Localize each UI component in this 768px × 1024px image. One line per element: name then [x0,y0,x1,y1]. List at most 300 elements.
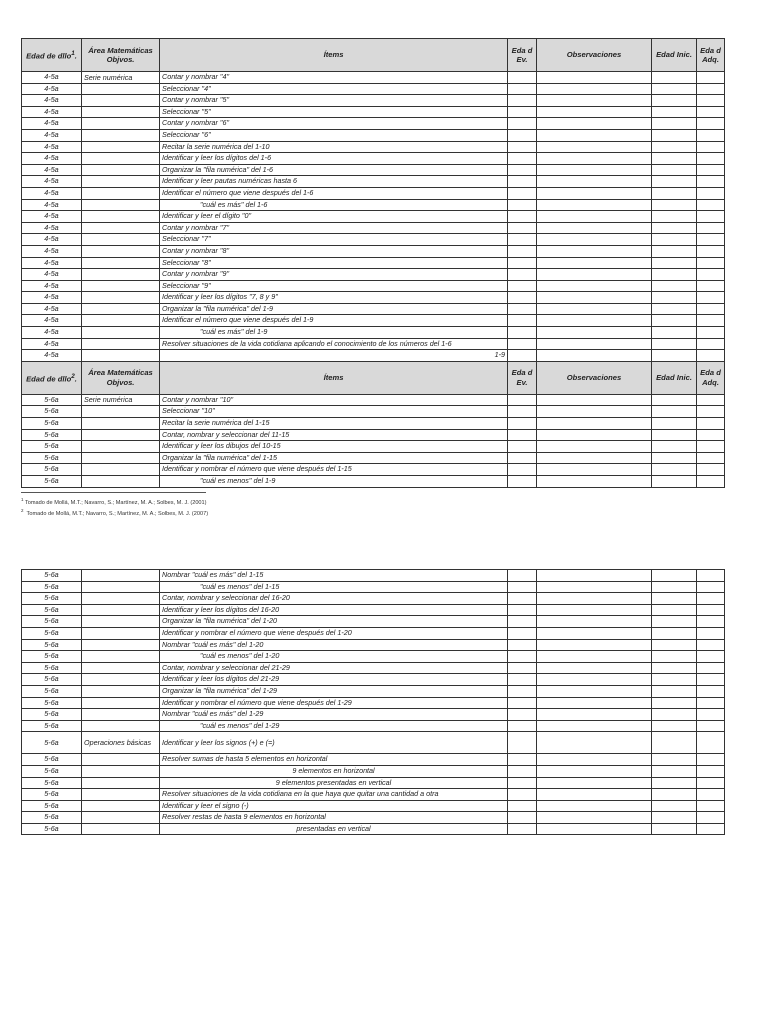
age-cell: 5-6a [22,812,82,824]
edad-adq-cell [697,812,725,824]
edad-adq-cell [697,118,725,130]
edad-adq-cell [697,269,725,281]
observaciones-cell [537,394,652,406]
age-cell: 4-5a [22,141,82,153]
area-cell [82,292,160,304]
edad-adq-cell [697,581,725,593]
age-cell: 5-6a [22,406,82,418]
observaciones-cell [537,327,652,339]
observaciones-cell [537,418,652,430]
table-row [22,476,725,488]
edad-inic-cell [652,338,697,350]
edad-adq-cell [697,164,725,176]
item-cell: Organizar la "fila numérica" del 1-20 [160,616,508,628]
item-cell: Contar y nombrar "10" [160,394,508,406]
header-items: Ítems [160,361,508,394]
edad-inic-cell [652,789,697,801]
edad-ev-cell [508,429,537,441]
edad-adq-cell [697,464,725,476]
area-cell [82,441,160,453]
table-row [22,211,725,223]
age-cell: 4-5a [22,83,82,95]
item-cell: Seleccionar "10" [160,406,508,418]
table-row [22,627,725,639]
observaciones-cell [537,639,652,651]
edad-inic-cell [652,662,697,674]
edad-adq-cell [697,789,725,801]
age-cell: 4-5a [22,292,82,304]
age-cell: 5-6a [22,685,82,697]
age-cell: 5-6a [22,823,82,835]
table-row [22,418,725,430]
edad-ev-cell [508,211,537,223]
edad-adq-cell [697,106,725,118]
item-cell: Contar y nombrar "9" [160,269,508,281]
table-row [22,452,725,464]
edad-inic-cell [652,280,697,292]
item-cell: Contar y nombrar "4" [160,72,508,84]
area-cell [82,789,160,801]
edad-inic-cell [652,292,697,304]
edad-adq-cell [697,292,725,304]
edad-adq-cell [697,616,725,628]
header-edad-adq: Eda d Adq. [697,39,725,72]
edad-adq-cell [697,604,725,616]
age-cell: 5-6a [22,697,82,709]
item-cell: Identificar el número que viene después del 1-9 [160,315,508,327]
table-row [22,570,725,582]
area-cell [82,164,160,176]
edad-ev-cell [508,176,537,188]
observaciones-cell [537,627,652,639]
edad-ev-cell [508,662,537,674]
assessment-table-page1 [21,38,725,488]
area-cell [82,685,160,697]
area-cell [82,315,160,327]
edad-adq-cell [697,234,725,246]
item-cell: Identificar y leer los dígitos del 1-6 [160,153,508,165]
item-cell: Identificar y leer los dígitos del 21-29 [160,674,508,686]
table-row [22,315,725,327]
table-row [22,269,725,281]
item-cell: Contar y nombrar "8" [160,245,508,257]
observaciones-cell [537,406,652,418]
edad-adq-cell [697,406,725,418]
age-cell: 4-5a [22,327,82,339]
area-cell [82,257,160,269]
area-cell [82,141,160,153]
edad-adq-cell [697,800,725,812]
edad-ev-cell [508,593,537,605]
age-cell: 5-6a [22,452,82,464]
age-cell: 5-6a [22,800,82,812]
assessment-table-page2 [21,569,725,835]
edad-ev-cell [508,812,537,824]
age-cell: 4-5a [22,269,82,281]
age-cell: 4-5a [22,222,82,234]
age-cell: 4-5a [22,106,82,118]
observaciones-cell [537,662,652,674]
table-row [22,394,725,406]
item-cell: Resolver situaciones de la vida cotidiana aplicando el conocimiento de los números del 1-6 [160,338,508,350]
edad-ev-cell [508,581,537,593]
age-cell: 5-6a [22,732,82,754]
table-row [22,765,725,777]
area-cell [82,765,160,777]
observaciones-cell [537,118,652,130]
edad-adq-cell [697,662,725,674]
age-cell: 4-5a [22,211,82,223]
age-cell: 4-5a [22,164,82,176]
edad-adq-cell [697,83,725,95]
table-row [22,720,725,732]
observaciones-cell [537,141,652,153]
table-row [22,222,725,234]
edad-adq-cell [697,303,725,315]
edad-inic-cell [652,72,697,84]
area-cell [82,350,160,362]
header-observaciones: Observaciones [537,361,652,394]
observaciones-cell [537,616,652,628]
observaciones-cell [537,303,652,315]
observaciones-cell [537,83,652,95]
edad-ev-cell [508,245,537,257]
edad-adq-cell [697,394,725,406]
edad-ev-cell [508,118,537,130]
observaciones-cell [537,280,652,292]
observaciones-cell [537,72,652,84]
edad-ev-cell [508,789,537,801]
item-cell: 9 elementos presentadas en vertical [160,777,508,789]
edad-ev-cell [508,222,537,234]
header-area: Área Matemáticas Objvos. [82,361,160,394]
edad-adq-cell [697,685,725,697]
observaciones-cell [537,187,652,199]
edad-adq-cell [697,627,725,639]
table-row [22,327,725,339]
age-cell: 5-6a [22,418,82,430]
area-cell [82,777,160,789]
table-row [22,176,725,188]
table-row [22,245,725,257]
edad-inic-cell [652,709,697,721]
area-cell: Serie numérica [82,394,160,406]
item-cell: Seleccionar "9" [160,280,508,292]
edad-inic-cell [652,118,697,130]
area-cell [82,812,160,824]
item-cell: Seleccionar "5" [160,106,508,118]
area-cell [82,199,160,211]
table-row [22,199,725,211]
age-cell: 5-6a [22,570,82,582]
edad-adq-cell [697,732,725,754]
area-cell [82,95,160,107]
table-row [22,639,725,651]
area-cell [82,83,160,95]
edad-adq-cell [697,211,725,223]
observaciones-cell [537,754,652,766]
edad-adq-cell [697,72,725,84]
edad-adq-cell [697,245,725,257]
edad-inic-cell [652,164,697,176]
observaciones-cell [537,222,652,234]
edad-inic-cell [652,452,697,464]
edad-inic-cell [652,315,697,327]
item-cell: "cuál es menos" del 1-9 [160,476,508,488]
observaciones-cell [537,777,652,789]
item-cell: Contar y nombrar "6" [160,118,508,130]
edad-inic-cell [652,269,697,281]
table-row [22,732,725,754]
area-cell [82,697,160,709]
edad-inic-cell [652,350,697,362]
area-cell [82,720,160,732]
table-row [22,651,725,663]
edad-inic-cell [652,812,697,824]
edad-inic-cell [652,199,697,211]
header-row [22,39,725,72]
age-cell: 4-5a [22,153,82,165]
item-cell: "cuál es más" del 1-6 [160,199,508,211]
edad-ev-cell [508,350,537,362]
edad-ev-cell [508,106,537,118]
edad-inic-cell [652,720,697,732]
area-cell [82,418,160,430]
observaciones-cell [537,245,652,257]
header-edad-ev: Eda d Ev. [508,39,537,72]
area-cell [82,153,160,165]
observaciones-cell [537,651,652,663]
item-cell: Identificar y nombrar el número que viene después del 1-20 [160,627,508,639]
age-cell: 5-6a [22,593,82,605]
item-cell: Seleccionar "6" [160,129,508,141]
observaciones-cell [537,789,652,801]
age-cell: 5-6a [22,581,82,593]
observaciones-cell [537,441,652,453]
table-row [22,581,725,593]
edad-adq-cell [697,176,725,188]
edad-inic-cell [652,257,697,269]
header-edad-adq: Eda d Adq. [697,361,725,394]
age-cell: 4-5a [22,199,82,211]
edad-ev-cell [508,709,537,721]
area-cell [82,222,160,234]
edad-inic-cell [652,674,697,686]
edad-ev-cell [508,129,537,141]
area-cell [82,800,160,812]
observaciones-cell [537,315,652,327]
edad-ev-cell [508,464,537,476]
item-cell: Organizar la "fila numérica" del 1-6 [160,164,508,176]
edad-inic-cell [652,639,697,651]
edad-adq-cell [697,95,725,107]
item-cell: Recitar la serie numérica del 1-10 [160,141,508,153]
table-row [22,406,725,418]
edad-adq-cell [697,315,725,327]
observaciones-cell [537,257,652,269]
edad-ev-cell [508,697,537,709]
area-cell [82,176,160,188]
area-cell [82,211,160,223]
edad-adq-cell [697,452,725,464]
edad-ev-cell [508,570,537,582]
edad-adq-cell [697,777,725,789]
edad-adq-cell [697,570,725,582]
table-row [22,823,725,835]
age-cell: 5-6a [22,709,82,721]
edad-ev-cell [508,685,537,697]
area-cell [82,429,160,441]
table-row [22,153,725,165]
age-cell: 5-6a [22,777,82,789]
edad-ev-cell [508,476,537,488]
edad-ev-cell [508,292,537,304]
table-row [22,164,725,176]
edad-inic-cell [652,406,697,418]
area-cell [82,464,160,476]
age-cell: 5-6a [22,441,82,453]
table-row [22,593,725,605]
item-cell: Seleccionar "4" [160,83,508,95]
item-cell: 1-9 [160,350,508,362]
item-cell: Contar y nombrar "7" [160,222,508,234]
table-row [22,292,725,304]
edad-inic-cell [652,222,697,234]
edad-ev-cell [508,406,537,418]
edad-inic-cell [652,697,697,709]
area-cell [82,106,160,118]
edad-inic-cell [652,754,697,766]
area-cell [82,581,160,593]
age-cell: 4-5a [22,303,82,315]
edad-ev-cell [508,199,537,211]
observaciones-cell [537,452,652,464]
age-cell: 4-5a [22,350,82,362]
age-cell: 4-5a [22,234,82,246]
age-cell: 5-6a [22,476,82,488]
edad-inic-cell [652,732,697,754]
item-cell: Identificar y leer los dígitos del 16-20 [160,604,508,616]
area-cell [82,338,160,350]
table-row [22,83,725,95]
table-row [22,777,725,789]
edad-inic-cell [652,429,697,441]
table-row [22,674,725,686]
edad-adq-cell [697,280,725,292]
edad-inic-cell [652,129,697,141]
header-edad-dllo: Edad de dllo$^1$. [22,39,82,72]
edad-inic-cell [652,106,697,118]
edad-inic-cell [652,476,697,488]
footnote-2: $^2$ Tomado de Mollá, M.T.; Navarro, S.; Martínez, M. A.; Solbes, M. J. (2007) [21,508,209,517]
observaciones-cell [537,685,652,697]
item-cell: Nombrar "cuál es más" del 1-20 [160,639,508,651]
item-cell: Identificar y leer los dígitos "7, 8 y 9" [160,292,508,304]
observaciones-cell [537,823,652,835]
observaciones-cell [537,709,652,721]
edad-ev-cell [508,269,537,281]
edad-ev-cell [508,95,537,107]
footnote-1: $^1$ Tomado de Mollá, M.T.; Navarro, S.; Martínez, M. A.; Solbes, M. J. (2001) [21,497,207,506]
observaciones-cell [537,812,652,824]
item-cell: Seleccionar "7" [160,234,508,246]
item-cell: Identificar y nombrar el número que viene después del 1-29 [160,697,508,709]
item-cell: Contar, nombrar y seleccionar del 16-20 [160,593,508,605]
age-cell: 5-6a [22,429,82,441]
table-row [22,141,725,153]
edad-ev-cell [508,141,537,153]
observaciones-cell [537,570,652,582]
edad-ev-cell [508,639,537,651]
area-cell [82,187,160,199]
age-cell: 5-6a [22,616,82,628]
area-cell [82,616,160,628]
edad-adq-cell [697,765,725,777]
edad-ev-cell [508,800,537,812]
item-cell: Identificar y leer los signos (+) e (=) [160,732,508,754]
header-row-2 [22,361,725,394]
item-cell: Organizar la "fila numérica" del 1-15 [160,452,508,464]
table-row [22,280,725,292]
edad-inic-cell [652,800,697,812]
item-cell: Organizar la "fila numérica" del 1-29 [160,685,508,697]
edad-ev-cell [508,720,537,732]
edad-inic-cell [652,83,697,95]
area-cell [82,118,160,130]
edad-ev-cell [508,627,537,639]
edad-ev-cell [508,441,537,453]
edad-inic-cell [652,187,697,199]
area-cell [82,234,160,246]
age-cell: 4-5a [22,118,82,130]
area-cell [82,129,160,141]
table-row [22,709,725,721]
age-cell: 5-6a [22,765,82,777]
edad-ev-cell [508,164,537,176]
area-cell: Operaciones básicas [82,732,160,754]
table-row [22,685,725,697]
edad-inic-cell [652,823,697,835]
area-cell [82,269,160,281]
edad-adq-cell [697,639,725,651]
edad-inic-cell [652,394,697,406]
age-cell: 5-6a [22,754,82,766]
area-cell [82,639,160,651]
table-row [22,338,725,350]
edad-adq-cell [697,338,725,350]
observaciones-cell [537,129,652,141]
header-edad-inic: Edad Inic. [652,39,697,72]
edad-adq-cell [697,441,725,453]
item-cell: Nombrar "cuál es más" del 1-29 [160,709,508,721]
edad-inic-cell [652,176,697,188]
table-row [22,441,725,453]
edad-ev-cell [508,72,537,84]
table-row [22,350,725,362]
table-row [22,697,725,709]
item-cell: "cuál es menos" del 1-20 [160,651,508,663]
observaciones-cell [537,674,652,686]
edad-ev-cell [508,187,537,199]
footnote-rule [21,492,206,493]
age-cell: 5-6a [22,662,82,674]
edad-ev-cell [508,257,537,269]
edad-inic-cell [652,245,697,257]
item-cell: Identificar y leer pautas numéricas hasta 6 [160,176,508,188]
edad-ev-cell [508,765,537,777]
edad-inic-cell [652,570,697,582]
edad-adq-cell [697,222,725,234]
